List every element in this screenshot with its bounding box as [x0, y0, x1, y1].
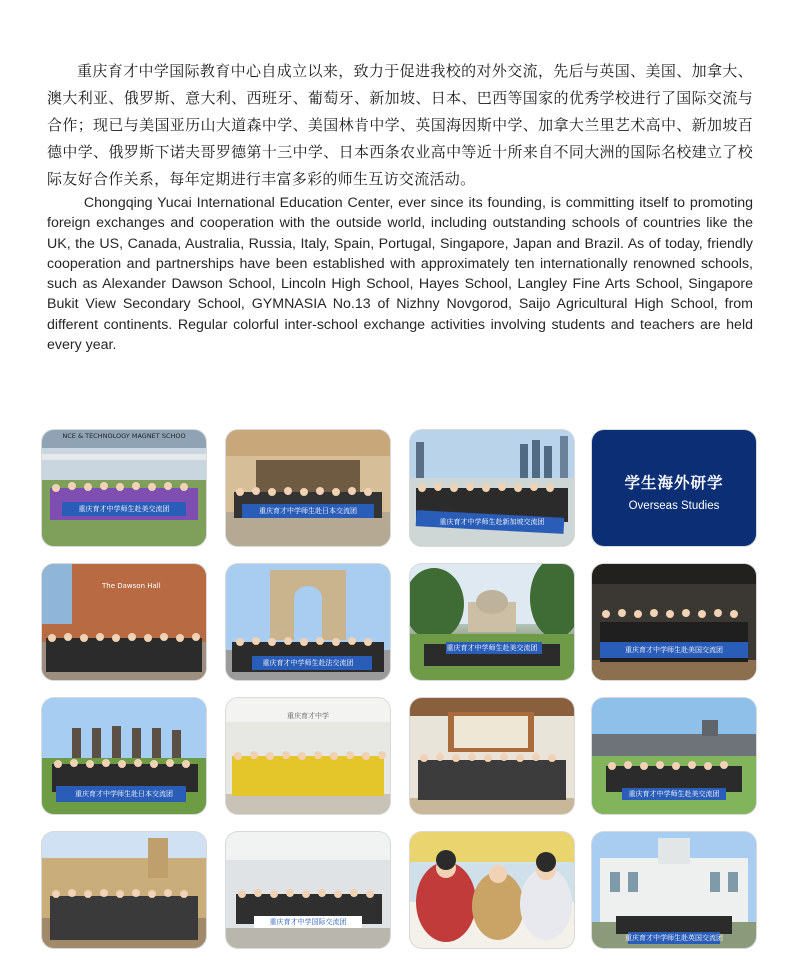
photo-atrium-group: [226, 832, 390, 948]
photo-banner-text: 重庆育才中学国际交流团: [269, 918, 347, 926]
photo-university-dome: [410, 564, 574, 680]
photo-brick-building: [42, 564, 206, 680]
overseas-studies-tile: [592, 430, 756, 546]
photo-classroom-yellow: [226, 698, 390, 814]
photo-classroom-activity: [410, 832, 574, 948]
photo-singapore: [410, 430, 574, 546]
photo-sign-text: 重庆育才中学: [287, 712, 329, 720]
photo-banner-text: 重庆育才中学师生赴日本交流团: [259, 507, 357, 515]
intro-text: [47, 58, 753, 355]
photo-banner-text: 重庆育才中学师生赴美交流团: [446, 644, 538, 652]
photo-banner-text: 重庆育才中学师生赴美交流团: [78, 505, 170, 513]
photo-sign-text: The Dawson Hall: [102, 582, 161, 590]
intro-chinese: 重庆育才中学国际教育中心自成立以来，致力于促进我校的对外交流，先后与英国、美国、加拿大、澳大利亚、俄罗斯、意大利、西班牙、葡萄牙、新加坡、日本、巴西等国家的优秀学校进行了国际交流与合作；现已与美国亚历山大道森中学、美国林肯中学、英国海因斯中学、加拿大兰里艺术高中、新加坡百德中学、俄罗斯下诺夫哥罗德第十三中学、日本西条农业高中等近十所来自不同大洲的国际名校建立了校际友好合作关系，每年定期进行丰富多彩的师生互访交流活动。: [47, 62, 753, 188]
photo-magnet-school: [42, 430, 206, 546]
photo-banner-text: 重庆育才中学师生赴英国交流团: [625, 934, 723, 942]
photo-aircraft-carrier: [592, 698, 756, 814]
overseas-studies-subtitle: Overseas Studies: [628, 499, 720, 512]
photo-gothic-college: [42, 832, 206, 948]
photo-moai-statues: [42, 698, 206, 814]
overseas-studies-title: 学生海外研学: [624, 473, 724, 492]
photo-white-building: [592, 832, 756, 948]
photo-auditorium: [592, 564, 756, 680]
photo-banner-text: 重庆育才中学师生赴日本交流团: [75, 790, 173, 798]
photo-banner-text: 重庆育才中学师生赴美交流团: [628, 790, 720, 798]
photo-arc-de-triomphe: [226, 564, 390, 680]
photo-banner-text: 重庆育才中学师生赴法交流团: [262, 659, 354, 667]
photo-banner-text: 重庆育才中学师生赴美国交流团: [625, 646, 723, 654]
intro-english: Chongqing Yucai International Education Center, ever since its founding, is committing itself to promoting foreign exchanges and cooperation with the outside world, including outstanding schools of countries like the UK, the US, Canada, Australia, Russia, Italy, Spain, Portugal, Singapore, Japan and Brazil. As of today, friendly cooperation and partnerships have been established with approximately ten internationally renowned schools, such as Alexander Dawson School, Lincoln High School, Hayes School, Langley Fine Arts School, Singapore Bukit View Secondary School, GYMNASIA No.13 of Nizhny Novgorod, Saijo Agricultural High School, from different continents. Regular colorful inter-school exchange activities involving students and teachers are held every year.: [47, 195, 753, 354]
photo-sign-text: NCE & TECHNOLOGY MAGNET SCHOO: [62, 432, 186, 440]
photo-calligraphy-room: [410, 698, 574, 814]
photo-grid: [42, 430, 756, 950]
photo-banner-text: 重庆育才中学师生赴新加坡交流团: [439, 518, 545, 526]
photo-japan-building: [226, 430, 390, 546]
